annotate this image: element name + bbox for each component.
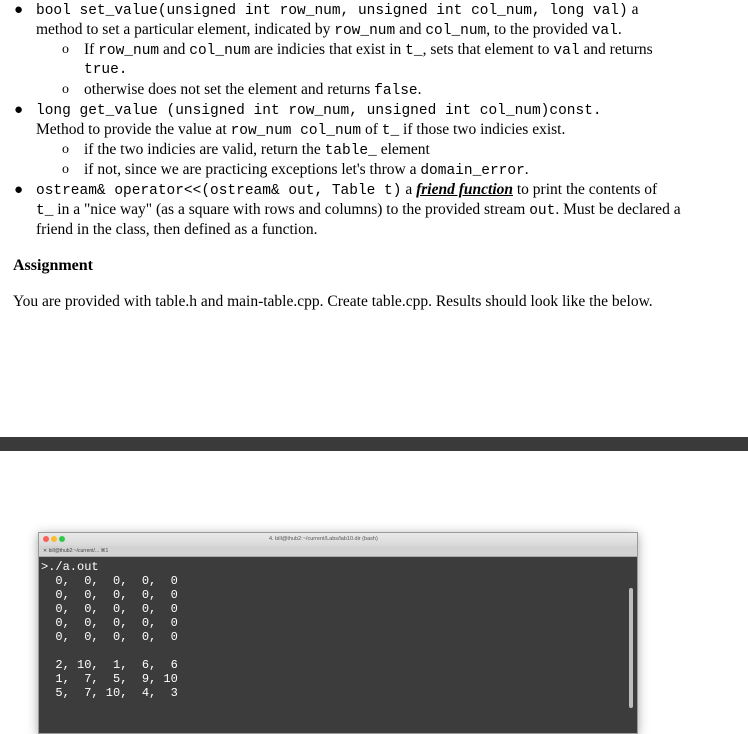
code-segment: out [529, 203, 556, 219]
assignment-heading: Assignment [13, 257, 94, 274]
bullet-icon: ● [14, 182, 24, 198]
code-segment: t_ [381, 123, 400, 139]
operator-description-end [36, 220, 318, 240]
terminal-tab-label: ✕ bill@thub2:~/current/... ⌘1 [43, 548, 109, 554]
text-segment: in a "nice way" (as a square with rows and columns) to the provided stream [53, 201, 530, 218]
operator-description [36, 200, 681, 221]
minimize-window-icon[interactable] [51, 536, 57, 542]
text-segment: Method to provide the value at [36, 121, 231, 138]
terminal-output-line: 1, 7, 5, 9, 10 [41, 672, 178, 686]
text-segment: and [395, 21, 426, 38]
get-value-invalid-case [84, 160, 529, 181]
zoom-window-icon[interactable] [59, 536, 65, 542]
text-segment: if those two indicies exist. [399, 121, 566, 138]
operator-signature [36, 180, 657, 201]
circle-bullet-icon: o [62, 162, 69, 177]
code-segment: val [553, 43, 580, 59]
text-segment: . [524, 161, 529, 178]
friend-function-link[interactable]: friend function [416, 181, 513, 198]
text-segment: . Must be declared a [555, 201, 681, 218]
text-segment: to print the contents of [513, 181, 658, 198]
set-value-description [36, 20, 622, 41]
terminal-output-line: 2, 10, 1, 6, 6 [41, 658, 178, 672]
code-segment: row_num [334, 23, 396, 39]
text-segment: if not, since we are practicing exceptions let's throw a [84, 161, 421, 178]
text-segment: method to set a particular element, indicated by [36, 21, 335, 38]
page-separator [0, 437, 748, 451]
terminal-output-line: 0, 0, 0, 0, 0 [41, 588, 178, 602]
text-segment: if the two indicies are valid, return the [84, 141, 325, 158]
text-segment: . [417, 81, 422, 98]
set-value-returns-true: true. [84, 62, 128, 78]
text-segment: and returns [579, 41, 653, 58]
code-segment: t_ [405, 43, 423, 59]
text-segment: a [401, 181, 417, 198]
terminal-titlebar [39, 533, 637, 546]
set-value-invalid-case [84, 80, 422, 101]
terminal-output-line: 0, 0, 0, 0, 0 [41, 616, 178, 630]
bullet-icon: ● [14, 102, 24, 118]
text-segment: element [376, 141, 430, 158]
code-segment: ostream& operator<<(ostream& out, Table t) [36, 183, 402, 199]
code-segment: false [374, 83, 418, 99]
code-segment: col_num [189, 43, 251, 59]
terminal-output-line: 0, 0, 0, 0, 0 [41, 574, 178, 588]
terminal-scrollbar[interactable] [629, 588, 633, 708]
text-segment: otherwise does not set the element and returns [84, 81, 375, 98]
circle-bullet-icon: o [62, 42, 69, 57]
terminal-output-line: 5, 7, 10, 4, 3 [41, 686, 178, 700]
set-value-signature: bool set_value(unsigned int row_num, unsigned int col_num, long val) a [36, 1, 639, 19]
get-value-valid-case [84, 140, 430, 161]
assignment-paragraph: You are provided with table.h and main-table.cpp. Create table.cpp. Results should look like the below. [13, 293, 653, 310]
circle-bullet-icon: o [62, 142, 69, 157]
code-segment: t_ [36, 203, 54, 219]
text-segment: friend in the class, then defined as a function. [36, 221, 318, 238]
terminal-output-line: 0, 0, 0, 0, 0 [41, 602, 178, 616]
code-segment: row_num col_num [230, 123, 362, 139]
terminal-title: 4. bill@thub2:~/current/Labs/lab10.dir (bash) [269, 536, 378, 542]
code-segment: col_num [425, 23, 487, 39]
circle-bullet-icon: o [62, 82, 69, 97]
bullet-icon: ● [14, 2, 24, 18]
code-segment: domain_error [420, 163, 525, 179]
terminal-output-line: 0, 0, 0, 0, 0 [41, 630, 178, 644]
text-segment: If [84, 41, 99, 58]
text-segment: and [159, 41, 190, 58]
get-value-description [36, 120, 565, 141]
text-segment: , to the provided [486, 21, 592, 38]
terminal-window [38, 532, 638, 734]
terminal-command-line: >./a.out [41, 560, 99, 574]
text-segment: , sets that element to [422, 41, 554, 58]
set-value-valid-case [84, 40, 653, 61]
text-segment: . [617, 21, 622, 38]
code-segment: table_ [324, 143, 377, 159]
code-segment: val [591, 23, 618, 39]
text-segment: are indicies that exist in [250, 41, 406, 58]
get-value-signature: long get_value (unsigned int row_num, unsigned int col_num)const. [36, 103, 602, 119]
code-segment: row_num [98, 43, 160, 59]
close-window-icon[interactable] [43, 536, 49, 542]
terminal-tab[interactable] [39, 546, 637, 557]
text-segment: of [361, 121, 382, 138]
